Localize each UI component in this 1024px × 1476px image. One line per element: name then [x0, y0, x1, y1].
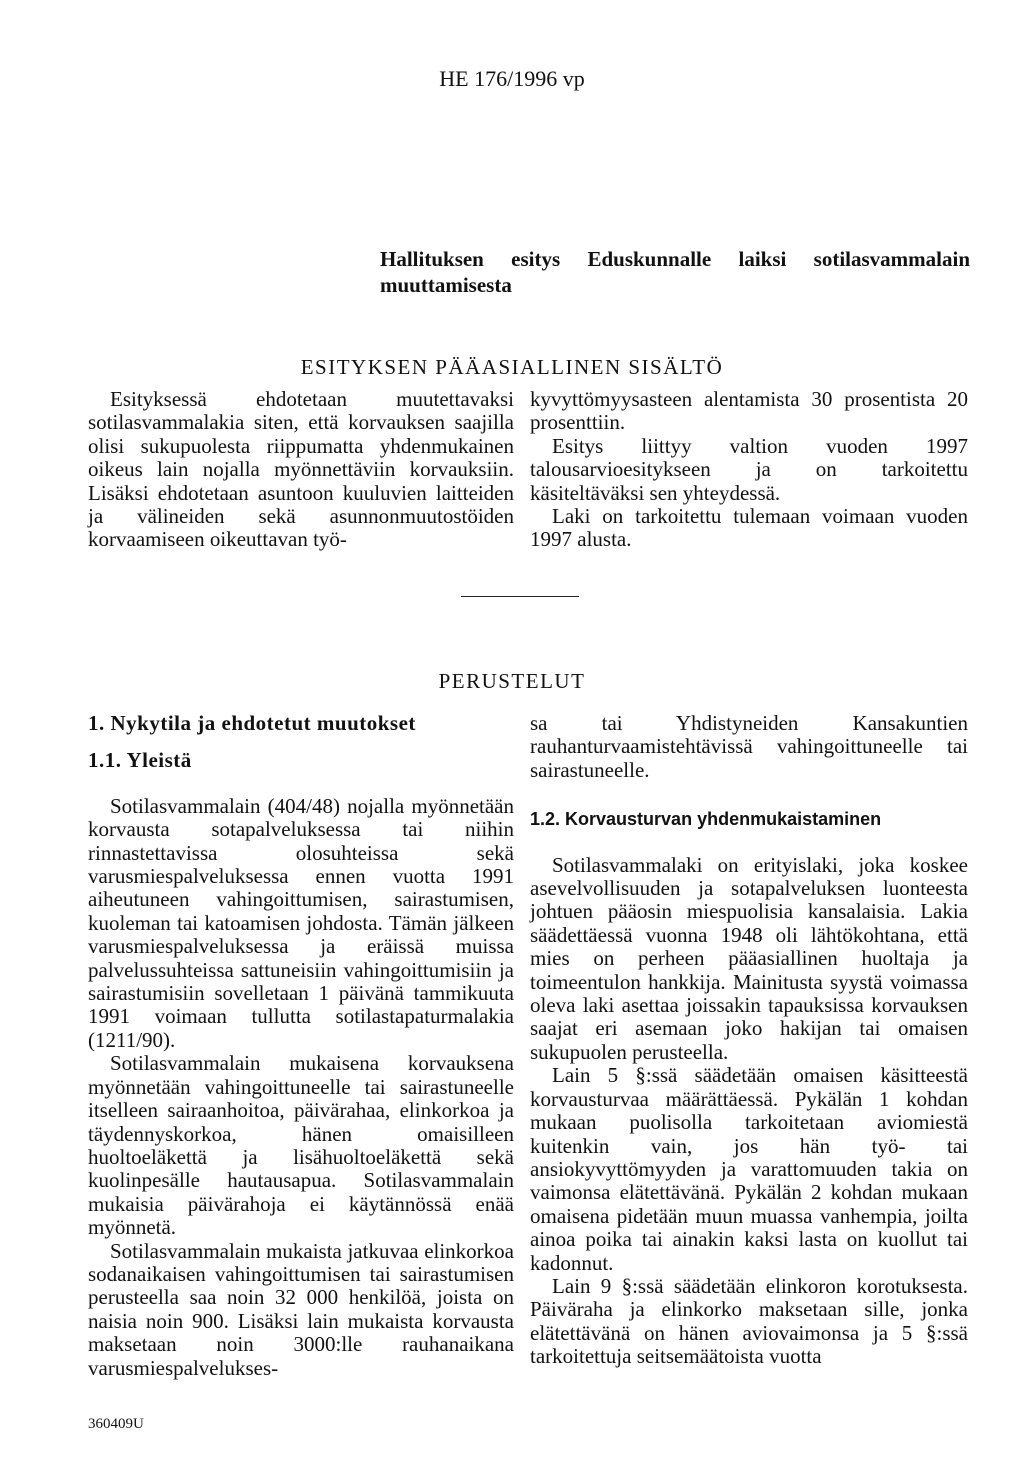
summary-paragraph: Laki on tarkoitettu tulemaan voimaan vuoden 1997 alusta. [530, 504, 968, 552]
document-title-line-1: Hallituksen esitys Eduskunnalle laiksi sotilasvammalain [380, 247, 970, 271]
body-paragraph: Lain 5 §:ssä säädetään omaisen käsitteestä korvausturvaa määrättäessä. Pykälän 1 kohdan mukaan puolisolla tarkoitetaan aviomiestä kuitenkin vain, jos hän työ- tai ansiokyvyttömyyden ja varattomuuden takia on vaimonsa elätettävänä. Pykälän 2 kohdan mukaan omaisena pidetään muun muassa vanhempia, joilta ainoa poika tai ainakin kaksi lasta on kuollut tai kadonnut. [530, 1063, 968, 1275]
body-paragraph: sa tai Yhdistyneiden Kansakuntien rauhanturvaamistehtävissä vahingoittuneelle tai sairastuneelle. [530, 711, 968, 782]
summary-paragraph: Esityksessä ehdotetaan muutettavaksi sotilasvammalakia siten, että korvauksen saajilla olisi sukupuolesta riippumatta yhdenmukainen oikeus lain nojalla myönnettäviin korvauksiin. Lisäksi ehdotetaan asuntoon kuuluvien laitteiden ja välineiden sekä asunnonmuutostöiden korvaamiseen oikeuttavan työ- [88, 387, 514, 552]
section-divider [461, 596, 579, 597]
body-paragraph: Sotilasvammalain (404/48) nojalla myönnetään korvausta sotapalveluksessa tai niihin rinnastettavissa olosuhteissa sekä varusmiespalveluksessa ennen vuotta 1991 aiheutuneen vahingoittumisen, sairastumisen, kuoleman tai katoamisen johdosta. Tämän jälkeen varusmiespalveluksessa ja eräissä muissa palvelussuhteissa sattuneisiin vahingoittumisiin ja sairastumisiin sovelletaan 1 päivänä tammikuuta 1991 voimaan tullutta sotilastapaturmalakia (1211/90). [88, 793, 514, 1052]
perustelut-right-column [530, 712, 968, 1369]
section-1-2-heading: 1.2. Korvausturvan yhdenmukaistaminen [530, 809, 882, 830]
section-1-heading: 1. Nykytila ja ehdotetut muutokset [88, 711, 416, 735]
footer-code: 360409U [88, 1416, 144, 1432]
summary-right-column [530, 388, 968, 552]
document-id: HE 176/1996 vp [439, 66, 585, 91]
summary-paragraph: Esitys liittyy valtion vuoden 1997 talousarvioesitykseen ja on tarkoitettu käsiteltäväksi sen yhteydessä. [530, 433, 968, 505]
body-paragraph: Sotilasvammalain mukaisena korvauksena myönnetään vahingoittuneelle tai sairastuneelle itselleen sairaanhoitoa, päivärahaa, elinkorkoa ja täydennyskorkoa, hänen omaisilleen huoltoeläkettä ja lisähuoltoeläkettä sekä kuolinpesälle hautausapua. Sotilasvammalain mukaisia päivärahoja ei käytännössä enää myönnetä. [88, 1051, 514, 1240]
summary-heading: ESITYKSEN PÄÄASIALLINEN SISÄLTÖ [300, 355, 724, 379]
perustelut-heading: PERUSTELUT [438, 669, 586, 693]
perustelut-left-column [88, 712, 514, 1380]
body-paragraph: Sotilasvammalaki on erityislaki, joka koskee asevelvollisuuden ja sotapalveluksen luonteesta johtuen pääosin miespuolisia kansalaisia. Lakia säädettäessä vuonna 1948 oli lähtökohtana, että mies on perheen pääasiallinen huoltaja ja toimeentulon hankkija. Mainitusta syystä voimassa oleva laki asettaa joissakin tapauksissa korvauksen saajat eri asemaan joko hakijan tai omaisen sukupuolen perusteella. [530, 852, 968, 1064]
document-title [380, 246, 970, 298]
body-paragraph: Lain 9 §:ssä säädetään elinkoron korotuksesta. Päiväraha ja elinkorko maksetaan sille, jonka elätettävänä on hänen aviovaimonsa ja 5 §:ssä tarkoitettuja seitsemäätoista vuotta [530, 1273, 968, 1369]
section-1-1-heading: 1.1. Yleistä [88, 748, 192, 773]
body-paragraph: Sotilasvammalain mukaista jatkuvaa elinkorkoa sodanaikaisen vahingoittumisen tai sairastumisen perusteella saa noin 32 000 henkilöä, joista on naisia noin 900. Lisäksi lain mukaista korvausta maksetaan noin 3000:lle rauhanaikana varusmiespalvelukses- [88, 1238, 514, 1380]
summary-paragraph: kyvyttömyysasteen alentamista 30 prosentista 20 prosenttiin. [530, 387, 968, 435]
summary-left-column [88, 388, 514, 552]
document-title-line-2: muuttamisesta [380, 273, 512, 297]
